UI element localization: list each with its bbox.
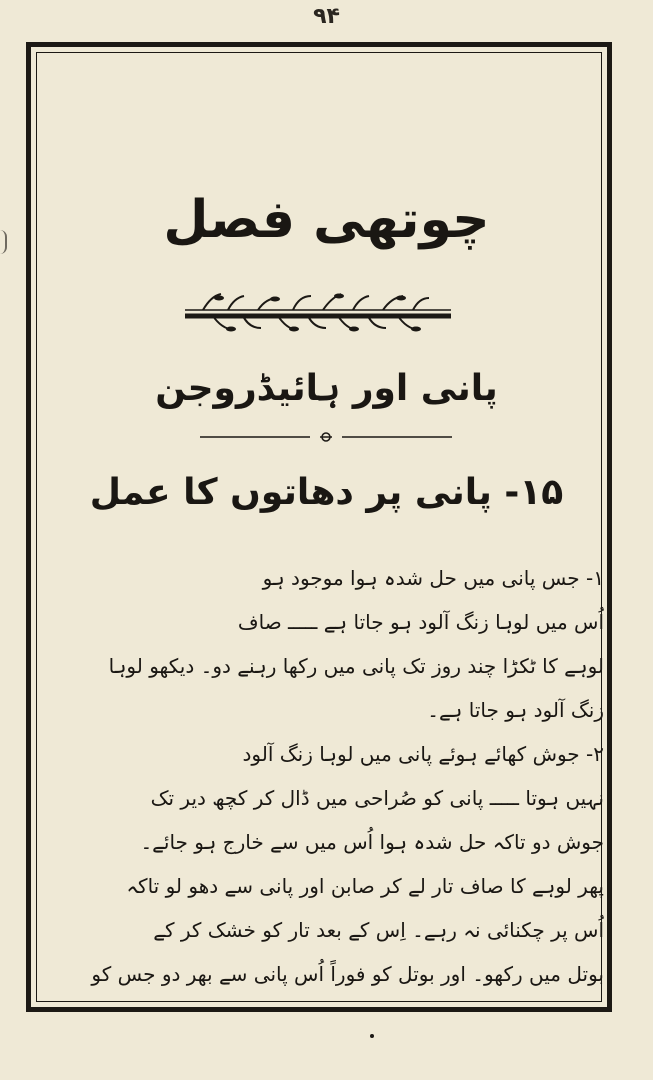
body-line: اُس پر چکنائی نہ رہے۔ اِس کے بعد تار کو خشک کر کے xyxy=(153,918,604,942)
subsection-title: ۱۵- پانی پر دھاتوں کا عمل xyxy=(89,472,564,513)
chapter-title: چوتھی فصل xyxy=(163,190,490,250)
body-line: لوہے کا ٹکڑا چند روز تک پانی میں رکھا رہنے دو۔ دیکھو لوہا xyxy=(108,654,604,678)
section-title: پانی اور ہائیڈروجن xyxy=(155,368,498,409)
page-number: ۹۴ xyxy=(313,4,340,29)
title-divider xyxy=(200,430,452,444)
body-line: زنگ آلود ہو جاتا ہے۔ xyxy=(427,698,604,722)
ink-dot xyxy=(370,1034,374,1038)
body-line: بوتل میں رکھو۔ اور بوتل کو فوراً اُس پانی سے بھر دو جس کو xyxy=(91,962,604,986)
body-line: اُس میں لوہا زنگ آلود ہو جاتا ہے ـــــ صاف xyxy=(237,610,604,634)
body-line: ۱- جس پانی میں حل شدہ ہوا موجود ہو xyxy=(262,566,604,590)
body-line: ۲- جوش کھائے ہوئے پانی میں لوہا زنگ آلود xyxy=(242,742,604,766)
ornament-divider xyxy=(183,288,453,338)
body-line: جوش دو تاکہ حل شدہ ہوا اُس میں سے خارج ہو جائے۔ xyxy=(140,830,604,854)
body-text xyxy=(44,556,604,996)
body-line: نہیں ہوتا ـــــ پانی کو صُراحی میں ڈال کر کچھ دیر تک xyxy=(150,786,604,810)
body-line: پھر لوہے کا صاف تار لے کر صابن اور پانی سے دھو لو تاکہ xyxy=(126,874,604,898)
